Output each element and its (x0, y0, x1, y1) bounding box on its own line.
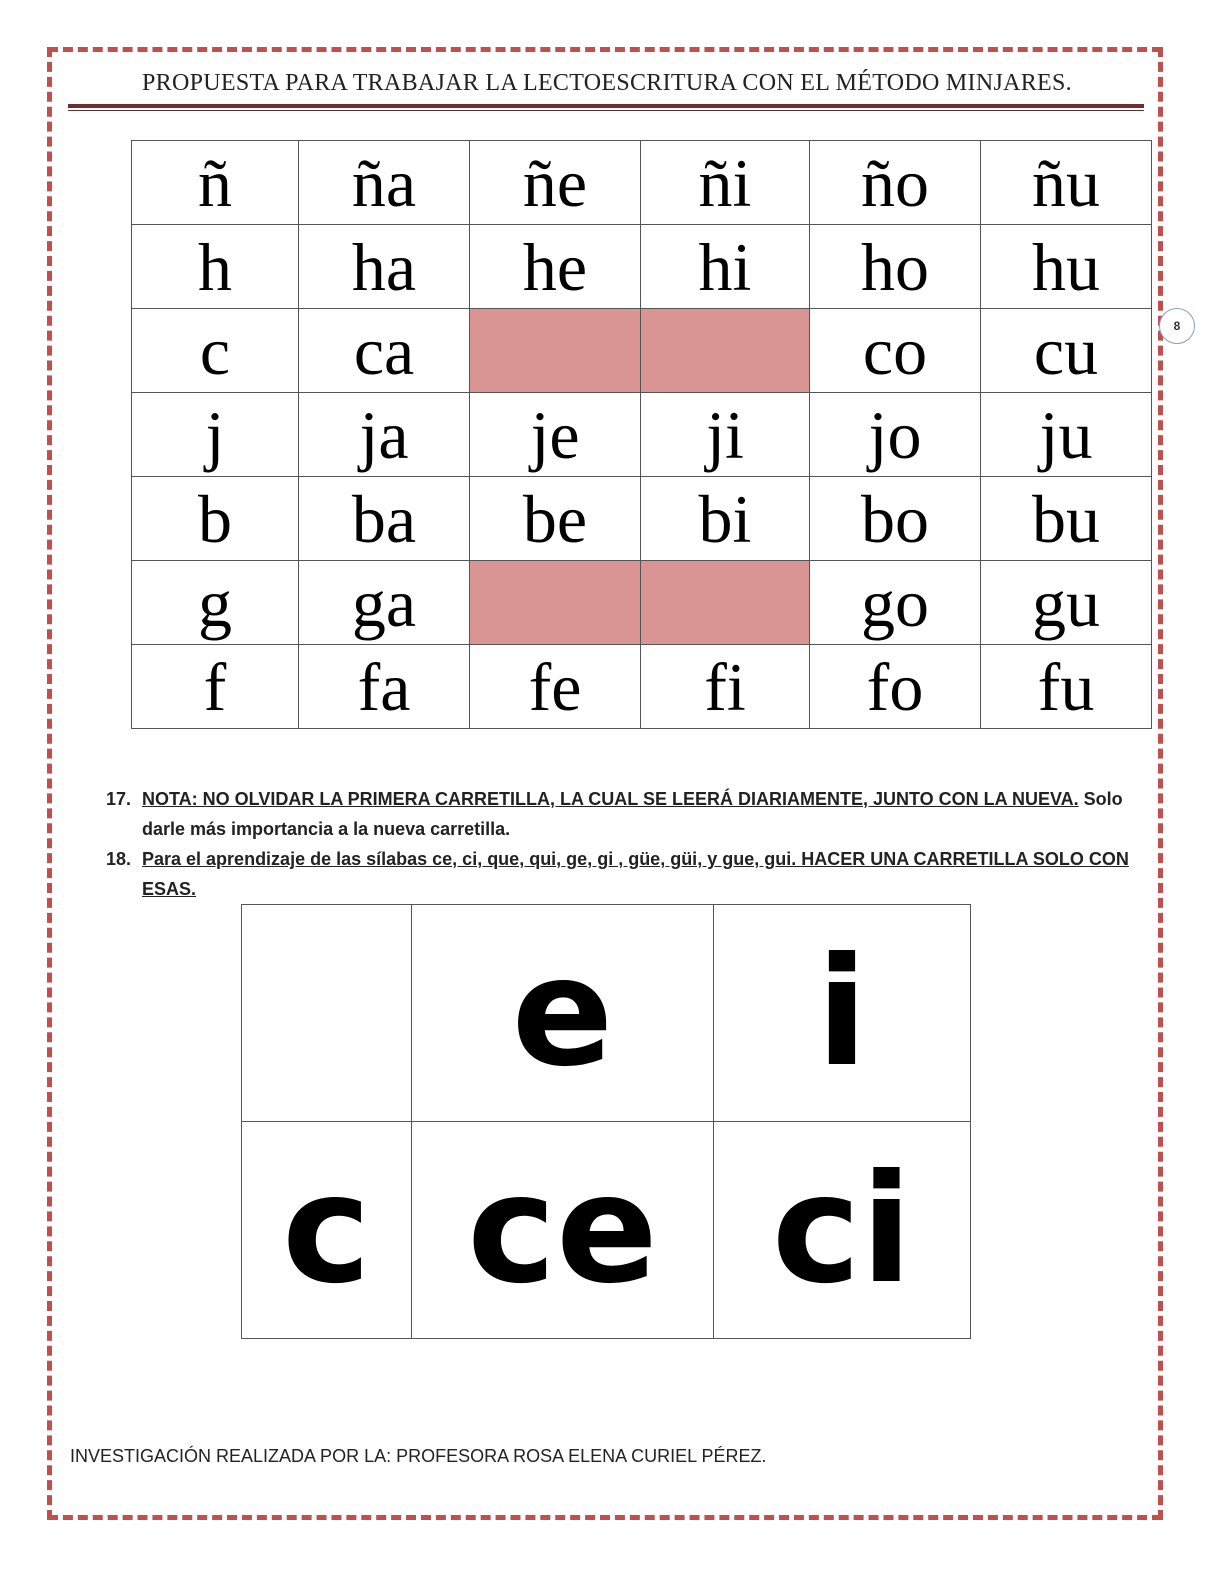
syllable-cell: ca (299, 309, 470, 393)
syllable-cell: gu (981, 561, 1152, 645)
ce-cell: ce (412, 1122, 714, 1339)
syllable-cell: ña (299, 141, 470, 225)
syllable-cell: ño (810, 141, 981, 225)
ce-row (242, 905, 971, 1122)
footer-credit: INVESTIGACIÓN REALIZADA POR LA: PROFESORA ROSA ELENA CURIEL PÉREZ. (70, 1446, 767, 1466)
syllable-cell: bo (810, 477, 981, 561)
page-header-title: PROPUESTA PARA TRABAJAR LA LECTOESCRITURA CON EL MÉTODO MINJARES. (142, 70, 1072, 96)
syllable-row (132, 645, 1152, 729)
syllable-cell: bu (981, 477, 1152, 561)
shaded-cell (470, 309, 641, 393)
syllable-cell: cu (981, 309, 1152, 393)
syllable-cell: fi (641, 645, 810, 729)
header-rule-thick (68, 104, 1144, 108)
syllable-row (132, 225, 1152, 309)
syllable-cell: f (132, 645, 299, 729)
syllable-cell: fa (299, 645, 470, 729)
syllable-cell: fo (810, 645, 981, 729)
note-rest-text: Solo darle más importancia a la nueva carretilla. (142, 789, 1123, 839)
syllable-cell: b (132, 477, 299, 561)
syllable-cell: ji (641, 393, 810, 477)
ce-cell: c (242, 1122, 412, 1339)
syllable-cell: ñi (641, 141, 810, 225)
syllable-cell: fu (981, 645, 1152, 729)
ce-cell: i (714, 905, 971, 1122)
syllable-cell: jo (810, 393, 981, 477)
syllable-cell: he (470, 225, 641, 309)
syllable-cell: go (810, 561, 981, 645)
syllable-cell: ha (299, 225, 470, 309)
syllable-cell: ja (299, 393, 470, 477)
syllable-cell: g (132, 561, 299, 645)
syllable-cell: be (470, 477, 641, 561)
page-border-left (47, 47, 52, 1520)
notes-list (106, 784, 1146, 904)
syllable-cell: ho (810, 225, 981, 309)
shaded-cell (470, 561, 641, 645)
note-underlined-text: Para el aprendizaje de las sílabas ce, ci, que, qui, ge, gi , güe, güi, y gue, gui. HACER UNA CARRETILLA SOLO CON ESAS. (142, 849, 1129, 899)
syllable-cell: hu (981, 225, 1152, 309)
page-border-right (1158, 47, 1163, 1520)
syllable-row (132, 309, 1152, 393)
note-17 (106, 784, 1146, 844)
page-border-bottom (48, 1515, 1162, 1520)
empty-cell (242, 905, 412, 1122)
syllable-table (131, 140, 1152, 729)
note-text (142, 844, 1146, 904)
syllable-row (132, 561, 1152, 645)
page-border-top (48, 47, 1162, 52)
ce-cell: ci (714, 1122, 971, 1339)
note-text (142, 784, 1146, 844)
syllable-cell: ju (981, 393, 1152, 477)
syllable-cell: c (132, 309, 299, 393)
syllable-cell: ñ (132, 141, 299, 225)
syllable-cell: je (470, 393, 641, 477)
syllable-cell: hi (641, 225, 810, 309)
syllable-row (132, 393, 1152, 477)
syllable-row (132, 477, 1152, 561)
note-underlined-text: NOTA: NO OLVIDAR LA PRIMERA CARRETILLA, LA CUAL SE LEERÁ DIARIAMENTE, JUNTO CON LA NUEVA. (142, 789, 1079, 809)
shaded-cell (641, 561, 810, 645)
syllable-cell: ba (299, 477, 470, 561)
ce-ci-table (241, 904, 971, 1339)
note-number: 18. (106, 849, 132, 869)
page-number-badge: 8 (1159, 308, 1195, 344)
syllable-cell: ñe (470, 141, 641, 225)
shaded-cell (641, 309, 810, 393)
note-number: 17. (106, 789, 132, 809)
syllable-cell: h (132, 225, 299, 309)
note-18 (106, 844, 1146, 904)
ce-row (242, 1122, 971, 1339)
syllable-cell: bi (641, 477, 810, 561)
syllable-cell: j (132, 393, 299, 477)
syllable-cell: co (810, 309, 981, 393)
syllable-cell: ñu (981, 141, 1152, 225)
syllable-cell: ga (299, 561, 470, 645)
header-rule-thin (68, 110, 1144, 111)
ce-cell: e (412, 905, 714, 1122)
syllable-row (132, 141, 1152, 225)
syllable-cell: fe (470, 645, 641, 729)
